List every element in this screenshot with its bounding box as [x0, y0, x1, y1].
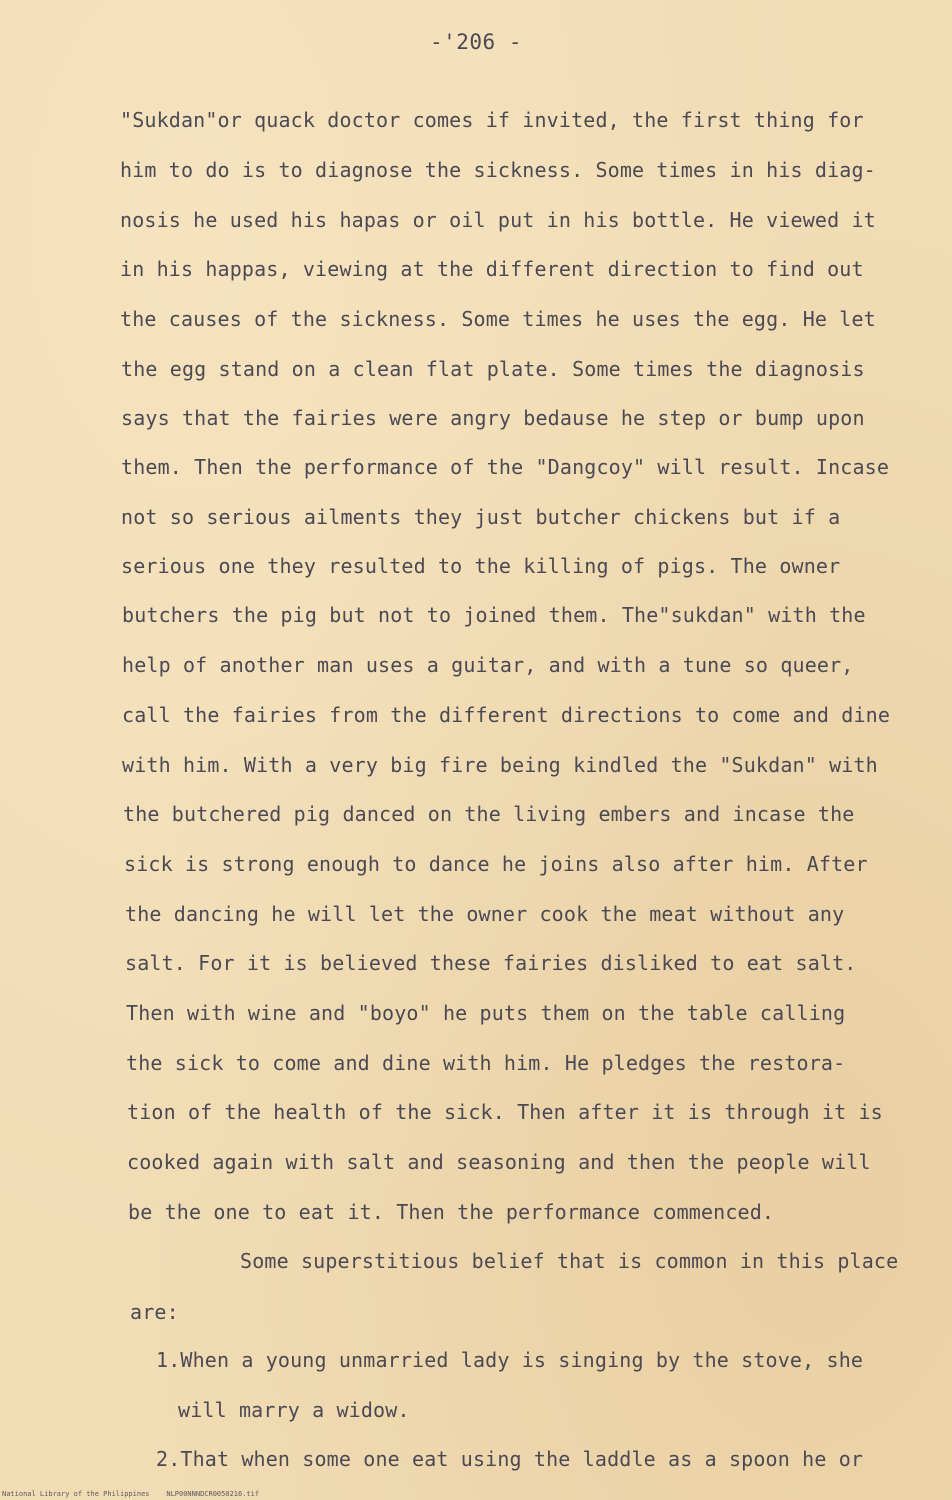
text-line: him to do is to diagnose the sickness. Some times in his diag- — [120, 158, 876, 182]
text-line: tion of the health of the sick. Then after it is through it is — [127, 1100, 883, 1124]
text-line: help of another man uses a guitar, and with a tune so queer, — [122, 653, 854, 677]
text-line: the butchered pig danced on the living embers and incase the — [123, 802, 855, 826]
text-line: in his happas, viewing at the different direction to find out — [120, 257, 864, 281]
text-line: butchers the pig but not to joined them. The"sukdan" with the — [122, 603, 866, 627]
list-item-2: 2.That when some one eat using the laddle as a spoon he or — [156, 1447, 864, 1471]
text-line: cooked again with salt and seasoning and then the people will — [127, 1150, 871, 1174]
text-line: the egg stand on a clean flat plate. Some times the diagnosis — [121, 357, 865, 381]
text-line: the dancing he will let the owner cook the meat without any — [125, 902, 845, 926]
text-line: not so serious ailments they just butcher chickens but if a — [121, 505, 841, 529]
list-item-1-continuation: will marry a widow. — [178, 1398, 410, 1422]
text-line: call the fairies from the different directions to come and dine — [122, 703, 891, 727]
text-line: serious one they resulted to the killing of pigs. The owner — [121, 554, 841, 578]
text-line: says that the fairies were angry bedause he step or bump upon — [121, 406, 865, 430]
text-line: are: — [130, 1300, 179, 1324]
text-line: be the one to eat it. Then the performance commenced. — [128, 1200, 775, 1224]
text-line: the sick to come and dine with him. He pledges the restora- — [126, 1051, 846, 1075]
text-line: with him. With a very big fire being kindled the "Sukdan" with — [122, 753, 878, 777]
page-number: -'206 - — [429, 30, 522, 54]
text-line: Then with wine and "boyo" he puts them on the table calling — [126, 1001, 846, 1025]
list-item-1: 1.When a young unmarried lady is singing by the stove, she — [156, 1348, 864, 1372]
paragraph-start-line: Some superstitious belief that is common in this place — [240, 1249, 899, 1273]
text-line: nosis he used his hapas or oil put in his bottle. He viewed it — [120, 208, 876, 232]
text-line: them. Then the performance of the "Dangcoy" will result. Incase — [121, 455, 890, 479]
text-line: salt. For it is believed these fairies disliked to eat salt. — [125, 951, 857, 975]
archive-footer: National Library of the Philippines NLP00NNNDCR0050216.tif — [2, 1490, 260, 1498]
text-line: sick is strong enough to dance he joins also after him. After — [124, 852, 868, 876]
text-line: "Sukdan"or quack doctor comes if invited, the first thing for — [120, 108, 864, 132]
text-line: the causes of the sickness. Some times he uses the egg. He let — [120, 307, 876, 331]
